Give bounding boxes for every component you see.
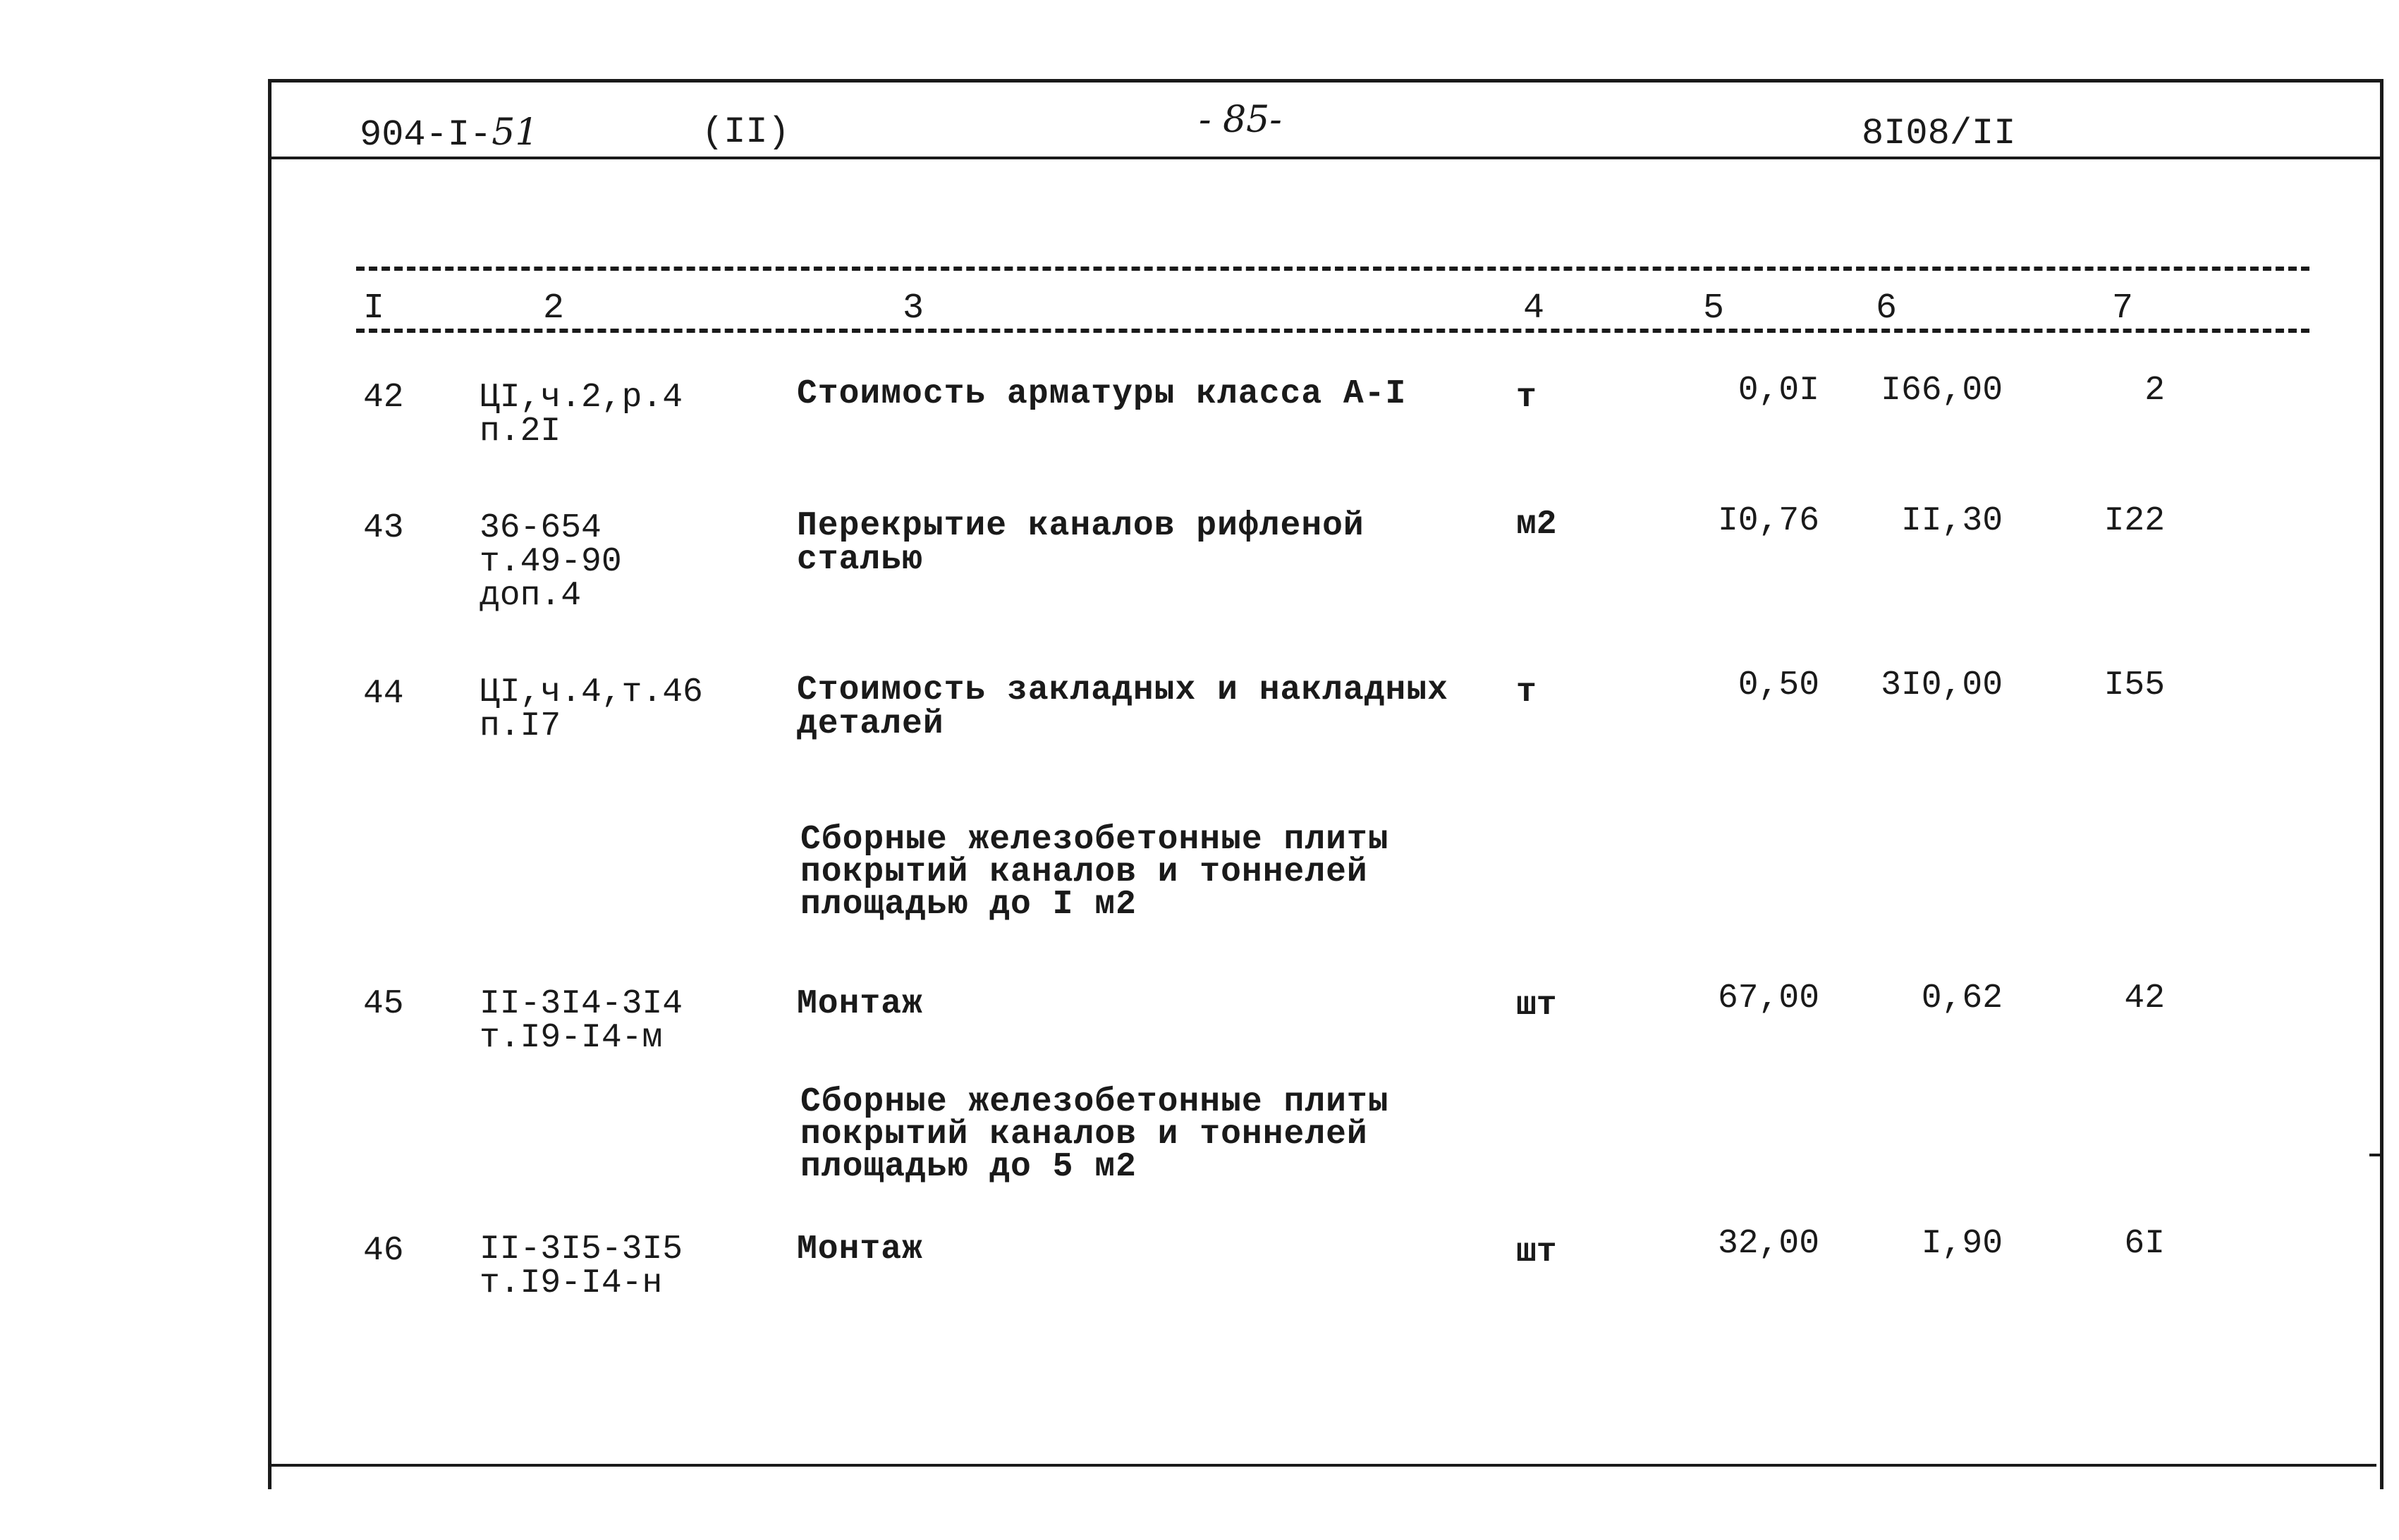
row-44-reference: ЦI,ч.4,т.46 п.I7 [480, 673, 703, 745]
row-45-reference: II-3I4-3I4 т.I9-I4-м [480, 985, 683, 1057]
column-header-dashed-bottom [356, 329, 2309, 333]
column-number-6: 6 [1876, 288, 1898, 329]
document-code-prefix: 904-I- [360, 114, 492, 156]
row-45-price: 0,62 [1921, 979, 2003, 1018]
bottom-border [271, 1464, 2376, 1467]
row-44-description: Стоимость закладных и накладных деталей [797, 671, 1448, 743]
row-43-reference: 36-654 т.49-90 доп.4 [480, 509, 622, 615]
row-42-reference: ЦI,ч.2,р.4 п.2I [480, 379, 683, 451]
row-43-number: 43 [363, 509, 404, 547]
row-43-total: I22 [2104, 502, 2165, 540]
column-header-dashed-top [356, 267, 2309, 271]
row-42-quantity: 0,0I [1738, 372, 1819, 410]
row-43-quantity: I0,76 [1717, 502, 1819, 540]
row-43-price: II,30 [1900, 502, 2003, 540]
row-44-quantity: 0,50 [1738, 666, 1819, 704]
row-46-description: Монтаж [797, 1230, 923, 1269]
row-46-number: 46 [363, 1232, 404, 1270]
column-number-5: 5 [1703, 288, 1725, 329]
row-46-reference: II-3I5-3I5 т.I9-I4-н [480, 1230, 683, 1302]
section-heading-slabs-1m2: Сборные железобетонные плиты покрытий каналов и тоннелей площадью до I м2 [800, 821, 1389, 924]
margin-tick [2369, 1154, 2381, 1156]
row-46-quantity: 32,00 [1717, 1225, 1819, 1263]
column-number-7: 7 [2112, 288, 2134, 329]
row-43-unit: м2 [1516, 506, 1557, 544]
row-45-description: Монтаж [797, 985, 923, 1023]
row-42-total: 2 [2144, 372, 2165, 410]
column-number-3: 3 [903, 288, 924, 329]
row-45-quantity: 67,00 [1717, 979, 1819, 1018]
sheet-number: 8I08/II [1862, 113, 2016, 154]
header-divider [268, 157, 2380, 159]
row-42-description: Стоимость арматуры класса А-I [797, 375, 1407, 413]
document-code [360, 111, 538, 157]
row-46-total: 6I [2124, 1225, 2165, 1263]
row-42-unit: т [1516, 379, 1537, 417]
row-45-unit: шт [1516, 986, 1557, 1025]
row-44-price: 3I0,00 [1881, 666, 2003, 704]
row-45-number: 45 [363, 985, 404, 1023]
row-44-total: I55 [2104, 666, 2165, 704]
row-43-description: Перекрытие каналов рифленой сталью [797, 507, 1365, 579]
page-number: - 85- [1199, 99, 1282, 141]
row-46-price: I,90 [1921, 1225, 2003, 1263]
column-number-2: 2 [543, 288, 565, 329]
top-border [268, 79, 2380, 82]
row-44-unit: т [1516, 673, 1537, 711]
column-number-1: I [363, 288, 385, 329]
document-code-handwritten: 51 [492, 111, 539, 154]
row-42-price: I66,00 [1881, 372, 2003, 410]
document-part: (II) [702, 111, 790, 153]
column-number-4: 4 [1523, 288, 1545, 329]
row-42-number: 42 [363, 379, 404, 417]
row-45-total: 42 [2124, 979, 2165, 1018]
row-46-unit: шт [1516, 1233, 1557, 1271]
row-44-number: 44 [363, 675, 404, 713]
section-heading-slabs-5m2: Сборные железобетонные плиты покрытий каналов и тоннелей площадью до 5 м2 [800, 1083, 1389, 1186]
